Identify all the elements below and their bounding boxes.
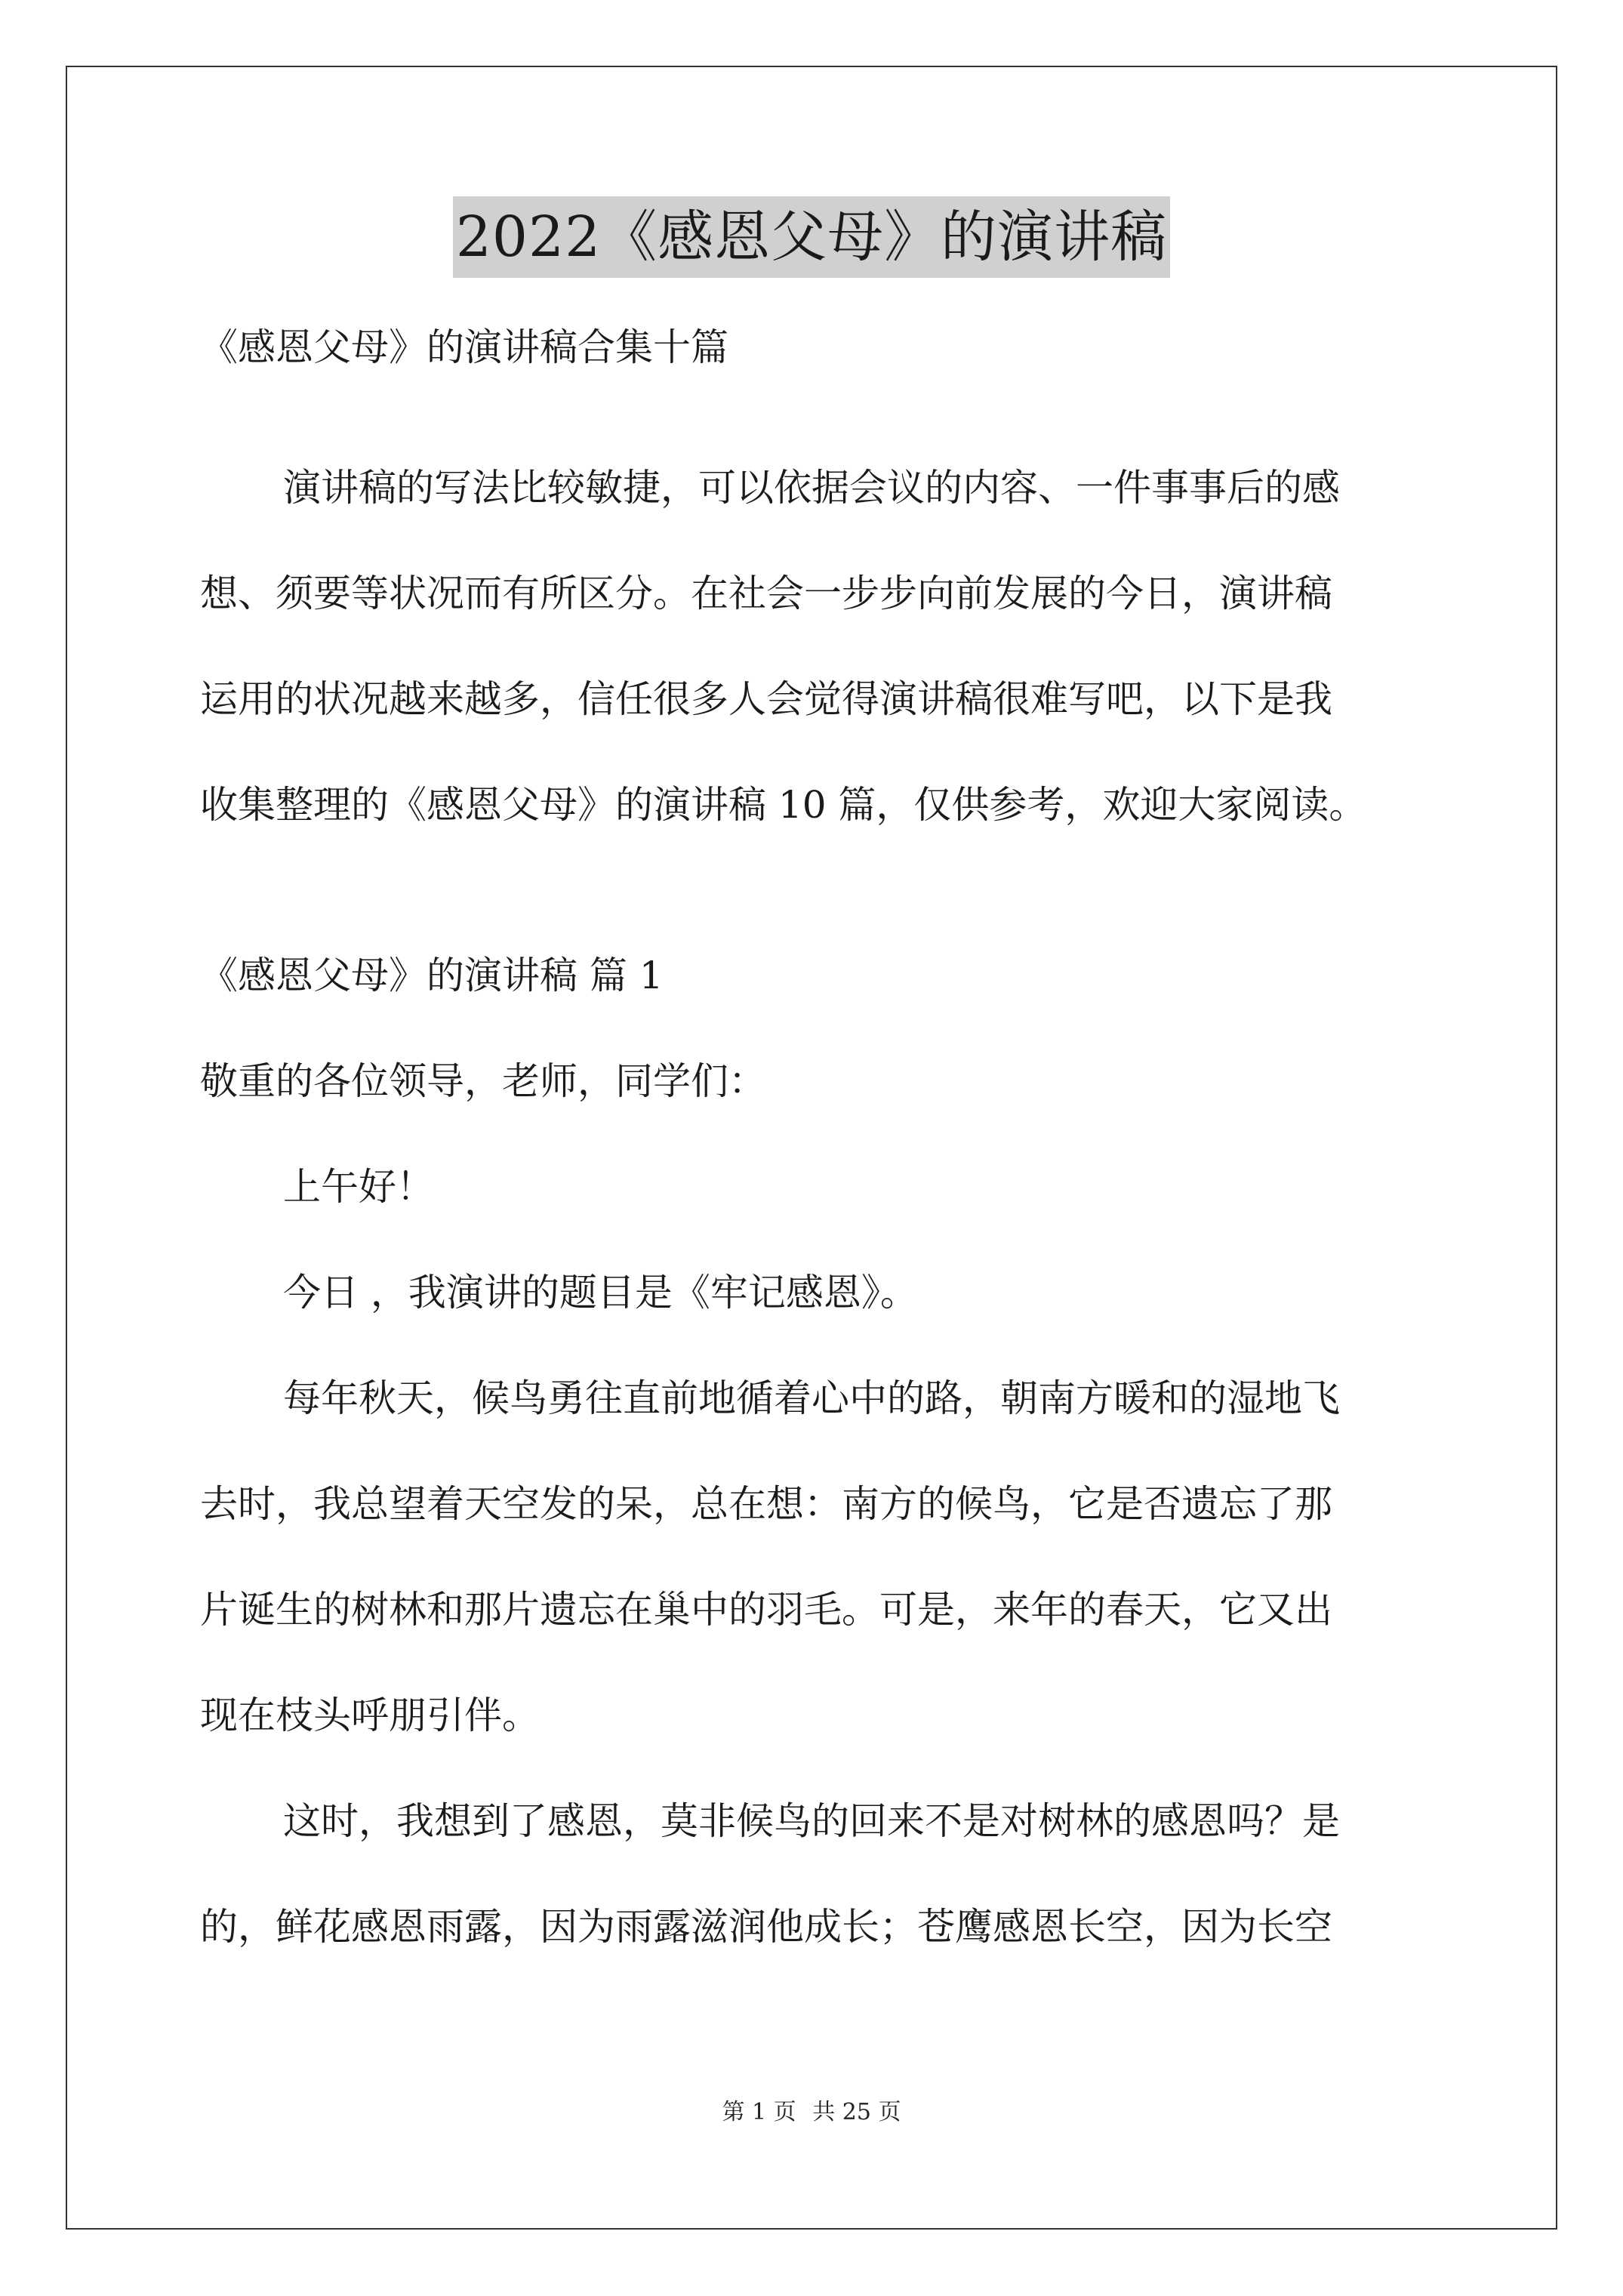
- paragraph-line: 片诞生的树林和那片遗忘在巢中的羽毛。可是，来年的春天，它又出: [200, 1588, 1332, 1632]
- paragraph-line: 想、须要等状况而有所区分。在社会一步步向前发展的今日，演讲稿: [200, 572, 1332, 615]
- paragraph-line: 这时，我想到了感恩，莫非候鸟的回来不是对树林的感恩吗？是: [283, 1799, 1340, 1843]
- section-heading: 《感恩父母》的演讲稿 篇 1: [200, 954, 664, 997]
- paragraph-line: 今日 ，我演讲的题目是《牢记感恩》。: [283, 1271, 918, 1314]
- greeting-line: 上午好！: [283, 1165, 434, 1209]
- paragraph-line: 演讲稿的写法比较敏捷，可以依据会议的内容、一件事事后的感: [283, 466, 1340, 510]
- paragraph-line: 现在枝头呼朋引伴。: [200, 1693, 540, 1737]
- document-title: 2022《感恩父母》的演讲稿: [453, 196, 1170, 278]
- paragraph-line: 的，鲜花感恩雨露，因为雨露滋润他成长；苍鹰感恩长空，因为长空: [200, 1905, 1332, 1949]
- paragraph-line: 运用的状况越来越多，信任很多人会觉得演讲稿很难写吧，以下是我: [200, 677, 1332, 721]
- page-number: 第 1 页: [722, 2099, 796, 2125]
- salutation-line: 敬重的各位领导，老师，同学们：: [200, 1059, 766, 1103]
- subtitle-line: 《感恩父母》的演讲稿合集十篇: [200, 325, 728, 369]
- paragraph-line: 收集整理的《感恩父母》的演讲稿 10 篇，仅供参考，欢迎大家阅读。: [200, 783, 1367, 827]
- page-total: 共 25 页: [812, 2099, 901, 2125]
- paragraph-line: 去时，我总望着天空发的呆，总在想：南方的候鸟，它是否遗忘了那: [200, 1482, 1332, 1526]
- page-footer: [0, 2097, 1623, 2128]
- paragraph-line: 每年秋天，候鸟勇往直前地循着心中的路，朝南方暖和的湿地飞: [283, 1376, 1340, 1420]
- title-container: [0, 196, 1623, 278]
